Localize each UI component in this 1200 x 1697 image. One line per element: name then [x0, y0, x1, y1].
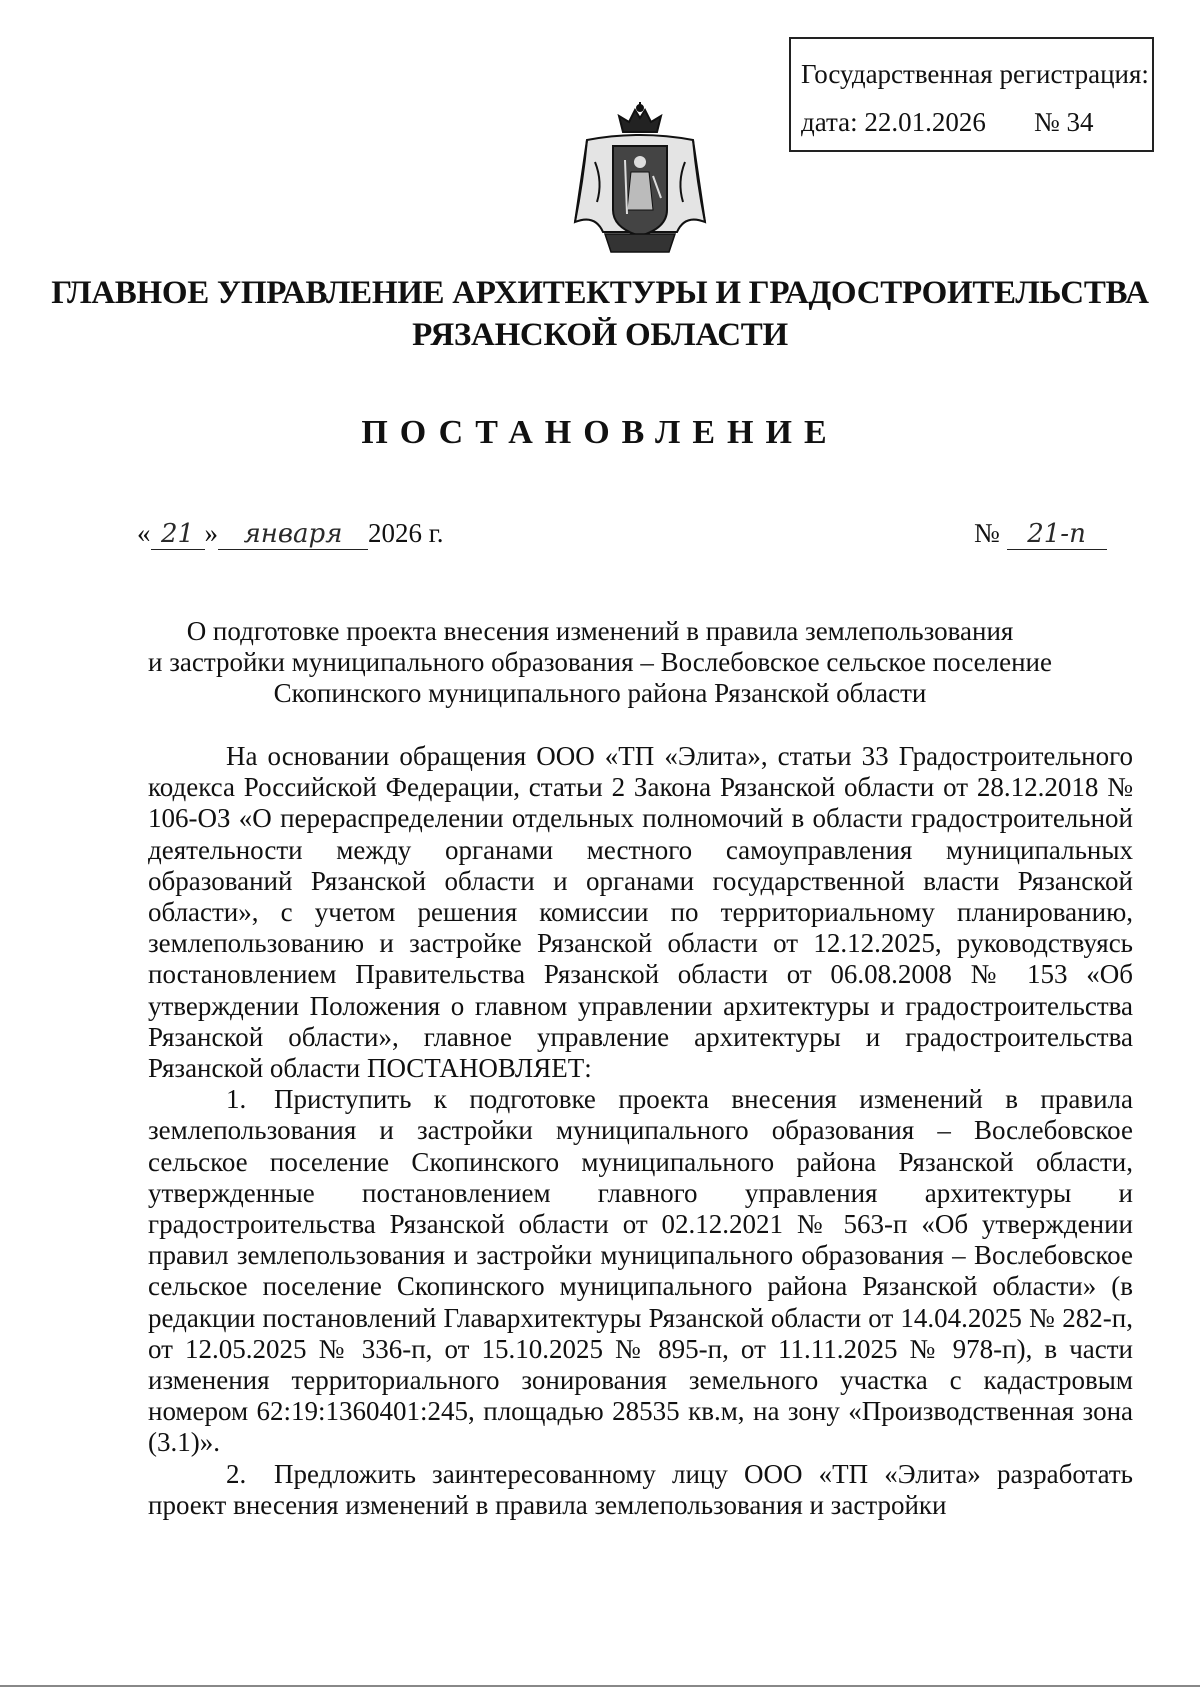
- preamble-paragraph: На основании обращения ООО «ТП «Элита», статьи 33 Градостроительного кодекса Российской Федерации, статьи 2 Закона Рязанской области от 28.12.2018 № 106-ОЗ «О перераспределении отдельных полномочий в области градостроительной деятельности между органами местного самоуправления муниципальных образований Рязанской области и органами государственной власти Рязанской области», с учетом решения комиссии по территориальному планированию, землепользованию и застройке Рязанской области от 12.12.2025, руководствуясь постановлением Правительства Рязанской области от 06.08.2008 № 153 «Об утверждении Положения о главном управлении архитектуры и градостроительства Рязанской области», главное управление архитектуры и градостроительства Рязанской области ПОСТАНОВЛЯЕТ:: [148, 741, 1133, 1084]
- document-number-label: №: [974, 518, 1000, 548]
- clause-1: [148, 1084, 1133, 1458]
- clause-2: [148, 1459, 1133, 1521]
- subject-line3: Скопинского муниципального района Рязанской области: [273, 678, 927, 708]
- organization-name: [0, 272, 1200, 356]
- subject-line1: О подготовке проекта внесения изменений в правила землепользования: [186, 616, 1014, 646]
- date-month-handwritten: января: [218, 519, 368, 550]
- registration-date: дата: 22.01.2026: [801, 107, 986, 137]
- document-body: [148, 741, 1133, 1521]
- date-day-handwritten: 21: [151, 519, 205, 550]
- coat-of-arms-icon: [565, 102, 715, 257]
- date-year: 2026 г.: [368, 518, 444, 548]
- registration-stamp: [789, 37, 1154, 152]
- document-number-handwritten: 21-п: [1007, 519, 1107, 550]
- organization-name-line2: РЯЗАНСКОЙ ОБЛАСТИ: [412, 317, 788, 353]
- registration-number: № 34: [1034, 107, 1094, 137]
- registration-title: Государственная регистрация:: [801, 59, 1149, 89]
- clause-1-number: 1.: [226, 1084, 247, 1115]
- document-subject: [0, 616, 1200, 709]
- subject-line2: и застройки муниципального образования – Вослебовское сельское поселение: [148, 647, 1052, 677]
- page-bottom-edge: [0, 1685, 1200, 1687]
- organization-name-line1: ГЛАВНОЕ УПРАВЛЕНИЕ АРХИТЕКТУРЫ И ГРАДОСТРОИТЕЛЬСТВА: [51, 275, 1149, 311]
- date-close-quote: »: [204, 518, 218, 548]
- date-open-quote: «: [137, 518, 151, 548]
- clause-2-text: Предложить заинтересованному лицу ООО «ТП «Элита» разработать проект внесения изменений в правила землепользования и застройки: [148, 1458, 1133, 1520]
- document-number: [974, 518, 1107, 550]
- clause-2-number: 2.: [226, 1458, 247, 1489]
- document-type-title: ПОСТАНОВЛЕНИЕ: [361, 414, 839, 451]
- document-date: [137, 518, 444, 558]
- clause-1-text: Приступить к подготовке проекта внесения изменений в правила землепользования и застройки муниципального образования – Вослебовское сельское поселение Скопинского муниципального района Рязанской области, утвержденные постановлением главного управления архитектуры и градостроительства Рязанской области от 02.12.2021 № 563-п «Об утверждении правил землепользования и застройки муниципального образования – Вослебовское сельское поселение Скопинского муниципального района Рязанской области» (в редакции постановлений Главархитектуры Рязанской области от 14.04.2025 № 282-п, от 12.05.2025 № 336-п, от 15.10.2025 № 895-п, от 11.11.2025 № 978-п), в части изменения территориального зонирования земельного участка с кадастровым номером 62:19:1360401:245, площадью 28535 кв.м, на зону «Производственная зона (3.1)».: [148, 1084, 1133, 1458]
